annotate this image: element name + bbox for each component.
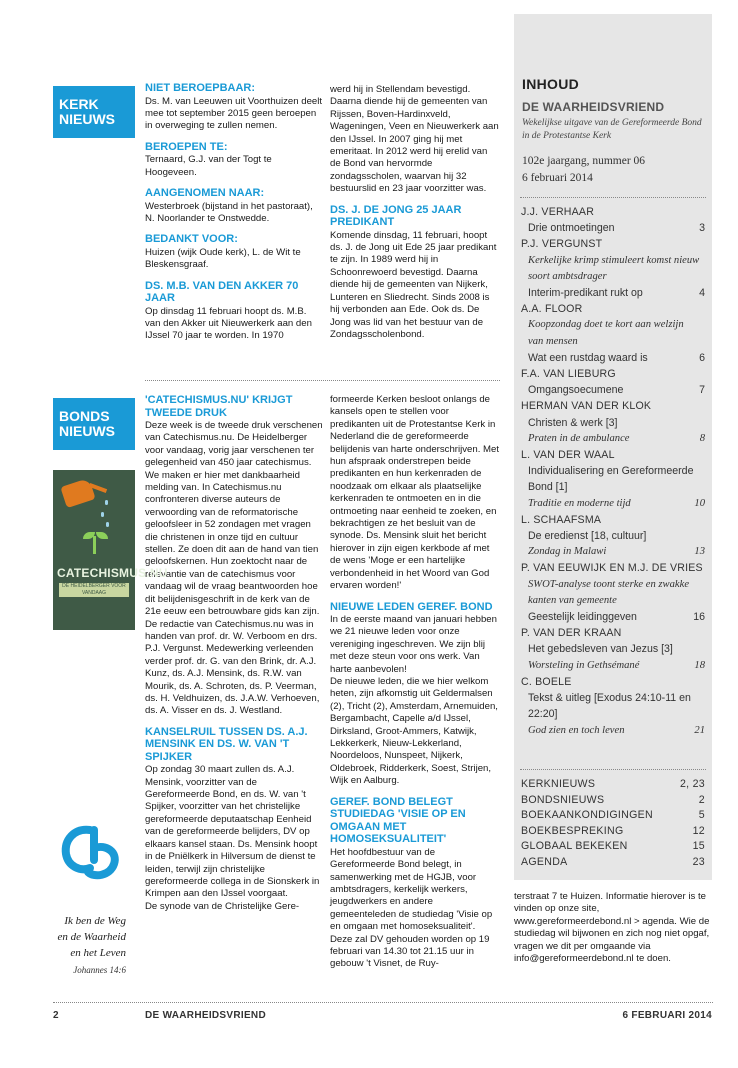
sidebar-divider [520, 769, 706, 770]
toc-entry-page [701, 641, 705, 657]
article-body: Op dinsdag 11 februari hoopt ds. M.B. van den Akker uit Nieuwerkerk aan den IJssel 70 jaar te worden. In 1970 [145, 305, 312, 342]
toc-author: P. VAN DER KRAAN [521, 627, 622, 640]
page-number: 2 [53, 1010, 59, 1021]
article-body: Komende dinsdag, 11 februari, hoopt ds. J. de Jong uit Ede 25 jaar predikant te zijn. In 1989 werd hij in Schoonrewoerd bevestigd. Daarna diende hij de gemeenten van Nijkerk, Lunteren en Sliedrecht. Sinds 2008 is hij verbonden aan Ede. Ook ds. De Jong was lid van het bestuur van de Zondagsscholenbond. [330, 229, 497, 340]
bondsnieuws-column-1 [145, 394, 323, 913]
motto-reference: Johannes 14:6 [73, 965, 126, 975]
kerknieuws-badge: KERK NIEUWS [53, 86, 135, 138]
toc-entry-page [701, 528, 705, 544]
section-page: 12 [692, 824, 705, 837]
water-drop [101, 512, 104, 517]
toc-entry-page [701, 690, 705, 722]
section-index-row [521, 839, 705, 855]
section-page: 23 [692, 855, 705, 868]
toc-author: A.A. FLOOR [521, 303, 583, 316]
toc-entry [521, 496, 705, 512]
contents-title: INHOUD [522, 76, 580, 92]
toc-entry [521, 463, 705, 495]
toc-entry-page: 18 [694, 659, 705, 671]
section-page: 15 [692, 840, 705, 853]
kerknieuws-column-1 [145, 82, 323, 343]
toc-entry [521, 658, 705, 674]
article-body: Ds. M. van Leeuwen uit Voorthuizen deelt mee tot september 2015 geen beroepen in overweging te zullen nemen. [145, 95, 323, 132]
article-heading: 'CATECHISMUS.NU' KRIJGT TWEEDE DRUK [145, 394, 293, 419]
toc-entry-title: Tekst & uitleg [Exodus 24:10-11 en 22:20] [528, 692, 691, 721]
article-heading: KANSELRUIL TUSSEN DS. A.J. MENSINK EN DS. W. VAN 'T SPIJKER [145, 725, 308, 763]
article-heading: DS. J. DE JONG 25 JAAR PREDIKANT [330, 203, 462, 229]
toc-entry [521, 528, 705, 544]
article-heading: NIEUWE LEDEN GEREF. BOND [330, 600, 493, 613]
footer-date: 6 FEBRUARI 2014 [622, 1010, 712, 1021]
toc-entry-title: Interim-predikant rukt op [528, 287, 643, 300]
toc-entry-title: Omgangsoecumene [528, 384, 624, 397]
article-body: formeerde Kerken besloot onlangs de kansels open te stellen voor predikanten uit de Protestantse Kerk in Nederland die de gereformeerde belijdenis van harte onderschrijven. Met hun afspraak onderstrepen beide predikanten en hun kerkenraden de noodzaak om elkaar als plaatselijke kerkenraden te ontmoeten en in die ontmoeting naar eenheid te zoeken, en bekrachtigen ze het besluit van de synode. Ds. Mensink sluit het bericht hierover in zijn eigen kerkbode af met de wens 'Moge er een hartelijke verbondenheid in het Woord van God ervaren worden!' [330, 394, 500, 592]
toc-entry-page [701, 253, 705, 285]
toc-entry-page [701, 317, 705, 349]
section-name: BONDSNIEUWS [521, 793, 605, 806]
article-body: Huizen (wijk Oude kerk), L. de Wit te Bleskensgraaf. [145, 246, 301, 271]
article-gap [145, 718, 323, 726]
toc-entry [521, 641, 705, 657]
toc-entry-page: 8 [699, 432, 705, 444]
article-gap [145, 179, 323, 187]
motto-line: en de Waarheid [57, 931, 126, 943]
toc-author: C. BOELE [521, 675, 572, 688]
toc-author: J.J. VERHAAR [521, 206, 595, 218]
section-name: AGENDA [521, 855, 568, 868]
article-body: werd hij in Stellendam bevestigd. Daarna diende hij de gemeenten van Rijssen, Boven-Hardinxveld, Wageningen, Veen en Nieuwerkerk aan den IJssel. In 2007 ging hij met emeritaat. In 2012 werd hij erelid van de Bond van hervormde zondagsscholen, waarvan hij 32 bestuurslid en 23 jaar voorzitter was. [330, 84, 499, 195]
water-drop [106, 522, 109, 527]
toc-author: P. VAN EEUWIJK EN M.J. DE VRIES [521, 562, 703, 575]
toc-entry-title: Praten in de ambulance [528, 432, 630, 444]
kerknieuws-column-2 [330, 84, 500, 341]
issue-date: 6 februari 2014 [522, 172, 593, 184]
toc-entry-title: Zondag in Malawi [528, 546, 607, 558]
section-name: BOEKAANKONDIGINGEN [521, 809, 653, 822]
section-name: KERKNIEUWS [521, 778, 596, 790]
book-subtitle: DE HEIDELBERGER VOOR VANDAAG [59, 583, 129, 597]
toc-entry [521, 220, 705, 236]
article-gap [330, 196, 500, 204]
toc-author: HERMAN VAN DER KLOK [521, 400, 652, 413]
toc-entry [521, 382, 705, 398]
article-body: In de eerste maand van januari hebben we 21 nieuwe leden voor onze vereniging ingeschreven. We zijn blij met deze steun voor ons werk. Van harte aanbevolen! De nieuwe leden, die we hier welkom heten, zijn afkomstig uit Geldermalsen (2), Tricht (2), Amsterdam, Arnemuiden, Bergambacht, Capelle a/d IJssel, Dirksland, Groot-Ammers, Katwijk, Lekkerkerk, Nieuw-Lekkerland, Noordeloos, Nunspeet, Nijkerk, Oldebroek, Ridderkerk, Soest, Strijen, Wijk en Aalburg. [330, 614, 498, 787]
footer-rule [53, 1002, 713, 1003]
section-index [521, 777, 705, 871]
section-index-row [521, 824, 705, 840]
toc-entry-page: 13 [694, 546, 705, 558]
section-name: BOEKBESPREKING [521, 824, 624, 837]
toc-entry-title: De eredienst [18, cultuur] [528, 530, 647, 543]
toc-entry-title: Het gebedsleven van Jezus [3] [528, 643, 673, 656]
water-drop [105, 500, 108, 505]
toc-entry-title: Christen & werk [3] [528, 416, 618, 429]
article-heading: BEROEPEN TE: [145, 140, 228, 153]
toc-entry-title: Koopzondag doet te kort aan welzijn van mensen [528, 319, 684, 347]
bondsnieuws-badge: BONDS NIEUWS [53, 398, 135, 450]
toc-author: L. SCHAAFSMA [521, 513, 602, 526]
article-heading: AANGENOMEN NAAR: [145, 187, 265, 200]
toc-entry [521, 723, 705, 739]
toc-entry-title: Worsteling in Gethsémané [528, 659, 640, 671]
book-title: CATECHISMUS.NU [57, 566, 168, 580]
section-index-row [521, 808, 705, 824]
toc-entry [521, 253, 705, 285]
bondsnieuws-column-2 [330, 394, 500, 971]
plant-stem [93, 536, 96, 554]
toc-entry [521, 577, 705, 609]
gereformeerde-bond-logo-icon [60, 822, 122, 884]
sidebar-divider [520, 197, 706, 198]
toc-author: L. VAN DER WAAL [521, 449, 615, 462]
toc-entry [521, 350, 705, 366]
article-heading: DS. M.B. VAN DEN AKKER 70 JAAR [145, 279, 299, 305]
article-body: Deze week is de tweede druk verschenen van Catechismus.nu. De Heidelberger voor vandaag, vorig jaar verschenen ter gelegenheid van 450 jaar catechismus. We maken er hier met dankbaarheid melding van. In Catechismus.nu confronteren diverse auteurs de verwoording van de reformatorische geloofsleer in 52 zondagen met vragen die christenen in onze tijd en cultuur stellen. Ze doen dit aan de hand van tien geloofskernen. Hun zoektocht naar de relevantie van de catechismus voor vandaag wil de vraag beantwoorden hoe dit belijdenisgeschrift in de kerk van de 21e eeuw een betrouwbare gids kan zijn. De redactie van Catechismus.nu was in handen van prof. dr. W. Verboom en drs. P.J. Vergunst. Medewerking verleenden verder prof. dr. G. van den Brink, dr. A.J. Kunz, ds. A.J. Mensink, ds. R.W. van Mourik, ds. A. Schroten, ds. P. Veerman, ds. H. Veldhuizen, ds. J.A.W. Verhoeven, ds. A. Visser en ds. J. Westland. [145, 420, 323, 717]
section-page: 2, 23 [679, 778, 705, 790]
article-heading: GEREF. BOND BELEGT STUDIEDAG 'VISIE OP EN OMGAAN MET HOMOSEKSUALITEIT' [330, 795, 466, 846]
toc-entry-page: 3 [699, 222, 705, 235]
toc-entry-page: 6 [699, 351, 705, 364]
section-name: GLOBAAL BEKEKEN [521, 840, 628, 853]
toc-entry [521, 690, 705, 722]
toc-entry [521, 544, 705, 560]
toc-entry-title: Geestelijk leidinggeven [528, 611, 637, 624]
section-index-row [521, 777, 705, 793]
article-gap [330, 593, 500, 601]
toc-entry [521, 285, 705, 301]
toc-entry-title: God zien en toch leven [528, 724, 625, 736]
toc-entry [521, 317, 705, 349]
article-body: Op zondag 30 maart zullen ds. A.J. Mensink, voorzitter van de Gereformeerde Bond, en ds. W. van 't Spijker, voorzitter van het christelijke gereformeerde deputaatschap Eenheid van de gereformeerde belijders, DV op elkaars kansel staan. Ds. Mensink hoopt in de Pniëlkerk in Hilversum de dienst te leiden, terwijl zijn christelijke gereformeerde collega in de Sionskerk in Krimpen aan den IJssel voorgaat. De synode van de Christelijke Gere- [145, 764, 320, 912]
toc-entry-page [701, 415, 705, 431]
toc-entry [521, 609, 705, 625]
section-divider [145, 380, 500, 381]
issue-volume: 102e jaargang, nummer 06 [522, 155, 646, 167]
toc-entry [521, 415, 705, 431]
article-body: Westerbroek (bijstand in het pastoraat), N. Noorlander te Onstwedde. [145, 200, 313, 224]
article-heading: NIET BEROEPBAAR: [145, 82, 256, 94]
bondsnieuws-column-3: terstraat 7 te Huizen. Informatie hierover is te vinden op onze site, www.gereformeerdebond.nl > agenda. Wie de studiedag wil bijwonen en zich nog niet opgaf, vragen we dit per omgaande via info@gereformeerdebond.nl te doen. [514, 891, 710, 965]
section-index-row [521, 793, 705, 809]
toc-entry-title: Drie ontmoetingen [528, 222, 615, 235]
toc-entry-page: 10 [694, 497, 705, 509]
toc-entry-title: Kerkelijke krimp stimuleert komst nieuw soort ambtsdrager [528, 254, 700, 282]
magazine-name: DE WAARHEIDSVRIEND [522, 100, 665, 114]
article-body: Ternaard, G.J. van der Togt te Hoogeveen. [145, 154, 272, 178]
motto-line: Ik ben de Weg [64, 915, 126, 927]
toc-entry-page [701, 463, 705, 495]
table-of-contents [521, 204, 705, 739]
leaf [96, 532, 108, 539]
toc-entry-title: Traditie en moderne tijd [528, 497, 631, 509]
toc-entry-page: 16 [693, 611, 705, 624]
issue-info [522, 153, 708, 187]
article-gap [330, 788, 500, 796]
section-page: 2 [698, 793, 705, 806]
toc-entry-title: SWOT-analyse toont sterke en zwakke kanten van gemeente [528, 578, 690, 606]
toc-author: P.J. VERGUNST [521, 238, 603, 251]
article-gap [145, 225, 323, 233]
book-cover-image [53, 470, 168, 630]
article-gap [145, 272, 323, 280]
footer-magazine: DE WAARHEIDSVRIEND [145, 1010, 266, 1021]
toc-entry-page [701, 577, 705, 609]
section-page: 5 [698, 809, 705, 822]
article-heading: BEDANKT VOOR: [145, 233, 238, 246]
toc-entry-title: Wat een rustdag waard is [528, 351, 648, 364]
toc-entry-page: 4 [699, 287, 705, 300]
toc-author: F.A. VAN LIEBURG [521, 368, 616, 381]
section-index-row [521, 855, 705, 871]
motto-line: en het Leven [70, 947, 126, 959]
toc-entry-page: 7 [699, 384, 705, 397]
toc-entry-page: 21 [694, 724, 705, 736]
article-body: Het hoofdbestuur van de Gereformeerde Bond belegt, in samenwerking met de HGJB, voor ambtsdragers, kerkelijk werkers, jeugdwerkers en andere gemeenteleden de studiedag 'Visie op en omgaan met homoseksualiteit'. Deze zal DV gehouden worden op 19 februari van 14.30 tot 21.15 uur in gebouw 't Visnet, de Ruy- [330, 846, 493, 970]
article-gap [145, 133, 323, 141]
toc-entry-title: Individualisering en Gereformeerde Bond [1] [528, 465, 694, 494]
magazine-description: Wekelijkse uitgave van de Gereformeerde Bond in de Protestantse Kerk [522, 118, 702, 141]
toc-entry [521, 431, 705, 447]
